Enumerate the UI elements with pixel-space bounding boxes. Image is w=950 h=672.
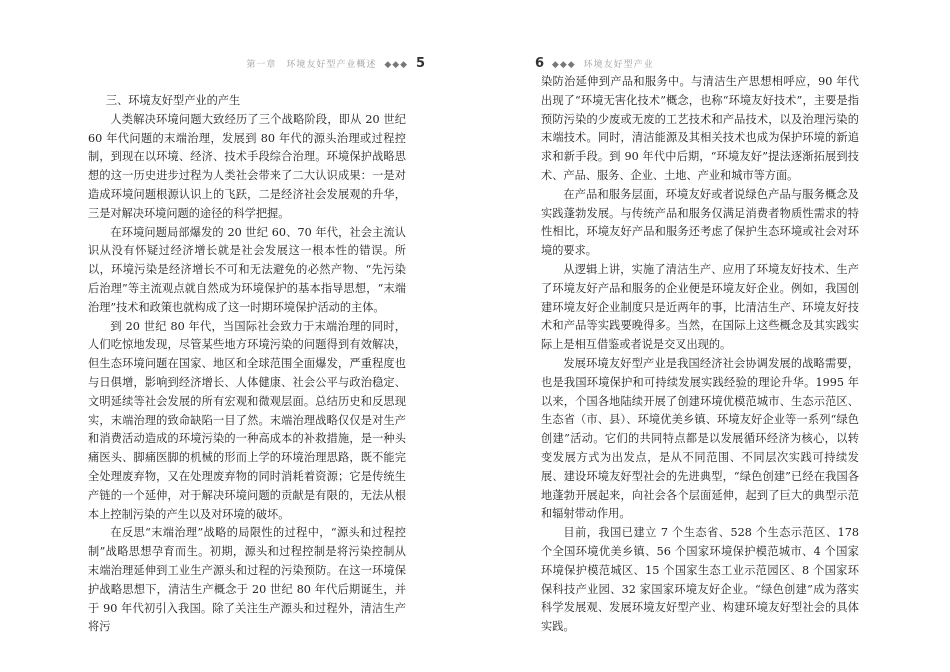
right-running-header <box>535 56 654 71</box>
paragraph: 在反思“末端治理”战略的局限性的过程中，“源头和过程控制”战略思想孕育而生。初期，源头和过程控制是将污染控制从末端治理延伸到工业生产源头和过程的污染预防。在这一环境保护战略思想下，清洁生产概念于 20 世纪 80 年代后期诞生，并于 90 年代初引入我国。除了关注生产源头和过程外，清洁生产将污 <box>88 526 406 634</box>
left-running-header <box>246 56 425 71</box>
section-title: 三、环境友好型产业的产生 <box>105 94 241 107</box>
paragraph: 染防治延伸到产品和服务中。与清洁生产思想相呼应，90 年代出现了“环境无害化技术”概念，也称“环境友好技术”，主要是指预防污染的少废或无废的工艺技术和产品技术，以及治理污染的末端技术。同时，清洁能源及其相关技术也成为保护环境的新追求和新手段。到 90 年代中后期，“环境友好”提法逐渐拓展到技术、产品、服务、企业、土地、产业和城市等方面。 <box>541 75 859 182</box>
left-header-title: 第一章 环境友好型产业概述 <box>246 60 377 70</box>
paragraph: 发展环境友好型产业是我国经济社会协调发展的战略需要，也是我国环境保护和可持续发展实践经验的理论升华。1995 年以来，个国各地陆续开展了创建环境优模范城市、生态示范区、生态省（市、县）、环境优美乡镇、环境友好企业等一系列“绿色创建”活动。它们的共同特点都是以发展循环经济为核心，以转变发展方式为出发点，是从不同范围、不同层次实践可持续发展、建设环境友好型社会的先进典型，“绿色创建”已经在我国各地蓬勃开展起来，向社会各个层面延伸，起到了巨大的典型示范和辐射带动作用。 <box>541 356 859 521</box>
header-ornament: ◆◆◆ <box>384 60 409 70</box>
right-header-title: 环境友好型产业 <box>583 60 654 70</box>
paragraph: 目前，我国已建立 7 个生态省、528 个生态示范区、178 个全国环境优美乡镇、56 个国家环境保护模范城市、4 个国家环境保护模范城区、15 个国家生态工业示范园区、8 个国家环保科技产业园、32 家国家环境友好企业。“绿色创建”成为落实科学发展观、发展环境友好型产业、构建环境友好型社会的具体实践。 <box>541 526 859 634</box>
left-page-number: 5 <box>415 56 425 71</box>
right-page-number: 6 <box>535 56 545 71</box>
header-ornament: ◆◆◆ <box>551 60 576 70</box>
paragraph: 在环境问题局部爆发的 20 世纪 60、70 年代，社会主流认识从没有怀疑过经济增长就是社会发展这一根本性的错误。所以，环境污染是经济增长不可和无法避免的必然产物、“先污染后治理”等主流观点就自然成为环境保护的基本指导思想，“末端治理”技术和政策也就构成了这一时期环境保护活动的主体。 <box>88 225 406 314</box>
right-body-text <box>541 73 859 637</box>
paragraph: 人类解决环境问题大致经历了三个战略阶段，即从 20 世纪 60 年代问题的末端治理，发展到 80 年代的源头治理或过程控制，到现在以环境、经济、技术手段综合治理。环境保护战略思想的这一历史进步过程为人类社会带来了二大认识成果：一是对造成环境问题根源认识上的飞跃，二是经济社会发展观的升华，三是对解决环境问题的途径的科学把握。 <box>88 112 406 220</box>
paragraph: 在产品和服务层面，环境友好或者说绿色产品与服务概念及实践蓬勃发展。与传统产品和服务仅满足消费者物质性需求的特性相比，环境友好产品和服务还考虑了保护生态环境或社会对环境的要求。 <box>541 187 859 258</box>
right-page <box>475 0 950 672</box>
left-body-text <box>88 92 406 637</box>
paragraph: 到 20 世纪 80 年代，当国际社会致力于末端治理的同时，人们吃惊地发现，尽管某些地方环境污染的问题得到有效解决，但生态环境问题在国家、地区和全球范围全面爆发，严重程度也与日俱增，影响到经济增长、人体健康、社会公平与政治稳定、文明延续等社会发展的所有宏观和微观层面。总结历史和反思现实，末端治理的致命缺陷一目了然。末端治理战略仅仅是对生产和消费活动造成的环境污染的一种高成本的补救措施，是一种头痛医头、脚痛医脚的机械的形而上学的环境治理思路，既不能完全处理废弃物，又在处理废弃物的同时消耗着资源；它是传统生产链的一个延伸，对于解决环境问题的贡献是有限的，无法从根本上控制污染的产生以及对环境的破坏。 <box>88 319 406 521</box>
paragraph: 从逻辑上讲，实施了清洁生产、应用了环境友好技术、生产了环境友好产品和服务的企业便是环境友好企业。例如，我国创建环境友好企业制度只是近两年的事，比清洁生产、环境友好技术和产品等实践要晚得多。当然，在国际上这些概念及其实践实际上是相互借鉴或者说是交叉出现的。 <box>541 262 859 352</box>
